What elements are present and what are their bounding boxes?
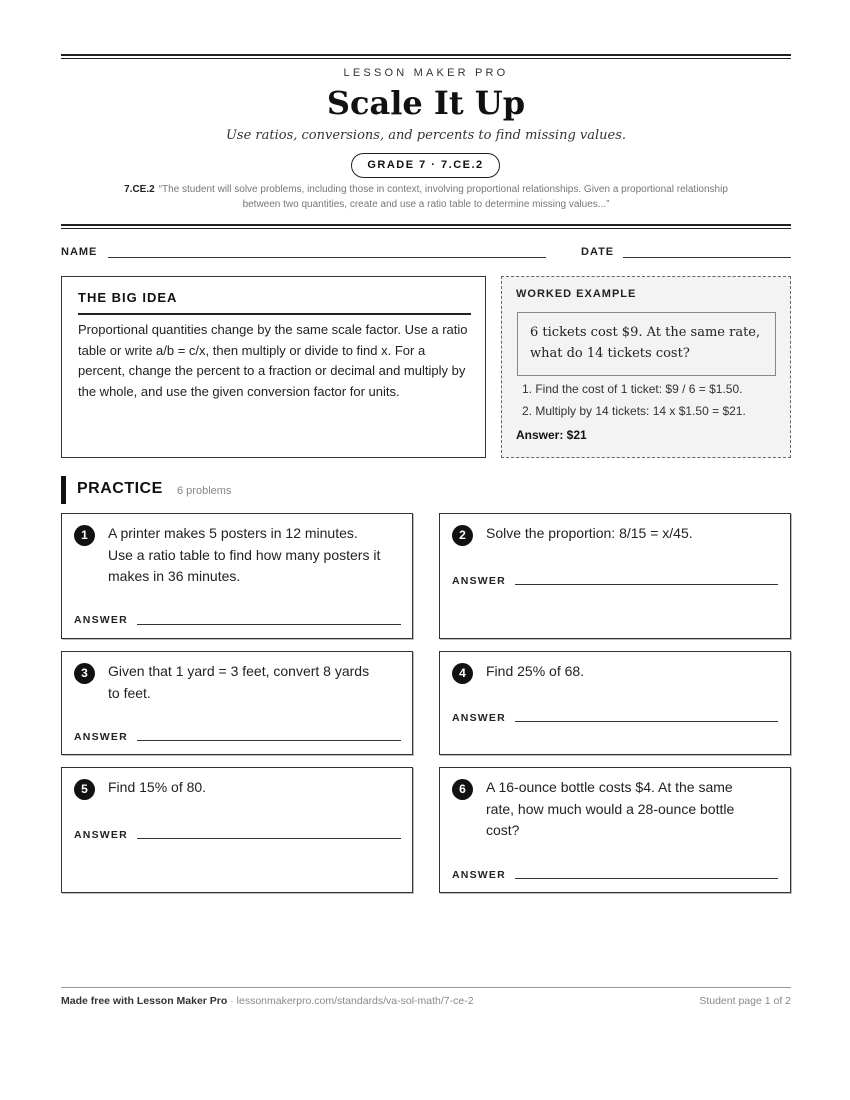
answer-field-6[interactable] [515,878,778,879]
worked-example-problem: 6 tickets cost $9. At the same rate, what do 14 tickets cost? [517,312,776,376]
practice-heading: PRACTICE [77,480,163,497]
problem-3-line-1: Given that 1 yard = 3 feet, convert 8 yards [108,663,370,679]
problem-number-1: 1 [74,525,95,546]
date-field[interactable] [623,257,791,258]
answer-label-1: ANSWER [74,614,128,626]
brand-name: LESSON MAKER PRO [343,67,509,79]
practice-accent-bar [61,476,66,504]
worked-example-heading: WORKED EXAMPLE [516,288,637,300]
problem-card-6 [439,767,791,893]
worked-example-answer: Answer: $21 [516,428,587,442]
answer-field-2[interactable] [515,584,778,585]
problem-4-line-1: Find 25% of 68. [486,663,585,679]
name-field[interactable] [108,257,546,258]
answer-label-3: ANSWER [74,731,128,743]
problem-6-line-2: rate, how much would a 28-ounce bottle [486,800,735,817]
practice-count: 6 problems [177,485,232,497]
standard-text-2: between two quantities, create and use a ratio table to determine missing values...” [242,199,610,210]
problem-number-3: 3 [74,663,95,684]
name-label: NAME [61,246,98,258]
answer-field-4[interactable] [515,721,778,722]
problem-card-5 [61,767,413,893]
standard-quote [61,182,791,212]
problem-text-2 [486,523,693,545]
problem-card-1 [61,513,413,639]
top-double-rule [61,54,791,59]
footer-credit [61,995,474,1007]
big-idea-text: Proportional quantities change by the same scale factor. Use a ratio table or write a/b = c/x, then multiply or divide to find x. For a percent, change the percent to a fraction or decimal and multiply by the whole, and use the given conversion factor for units. [78,322,468,399]
footer-url[interactable]: · lessonmakerpro.com/standards/va-sol-math/7-ce-2 [227,995,474,1007]
big-idea-heading: THE BIG IDEA [78,290,178,305]
problem-1-line-1: A printer makes 5 posters in 12 minutes. [108,525,358,541]
answer-label-5: ANSWER [74,829,128,841]
worked-example-step-1: 1. Find the cost of 1 ticket: $9 / 6 = $1.50. [522,382,743,396]
footer-made-with: Made free with Lesson Maker Pro [61,995,228,1007]
problem-number-4: 4 [452,663,473,684]
problem-text-1 [108,523,380,588]
problem-card-3 [61,651,413,755]
answer-field-3[interactable] [137,740,401,741]
problem-text-4 [486,661,584,683]
date-label: DATE [581,246,615,258]
worked-example-step-2: 2. Multiply by 14 tickets: 14 x $1.50 = $21. [522,404,746,418]
problem-text-3 [108,661,369,704]
standard-quote-line-1 [61,182,791,197]
worked-example-box [501,276,791,458]
problem-text-6 [486,777,734,842]
problem-5-line-1: Find 15% of 80. [108,779,207,795]
answer-label-2: ANSWER [452,575,506,587]
problem-card-4 [439,651,791,755]
header-bottom-rule [61,224,791,229]
answer-label-6: ANSWER [452,869,506,881]
problem-2-line-1: Solve the proportion: 8/15 = x/45. [486,525,693,541]
big-idea-divider [78,313,471,315]
standard-text-1: “The student will solve problems, including those in context, involving proportional relationships. Given a proportional relationship [158,184,728,195]
problem-number-2: 2 [452,525,473,546]
answer-field-5[interactable] [137,838,401,839]
grade-standard-badge: GRADE 7 · 7.CE.2 [351,153,500,178]
answer-label-4: ANSWER [452,712,506,724]
problem-3-line-2: to feet. [108,684,151,701]
problem-number-6: 6 [452,779,473,800]
answer-field-1[interactable] [137,624,401,625]
page-subtitle: Use ratios, conversions, and percents to find missing values. [225,128,627,143]
worksheet-page [61,0,791,1100]
standard-code: 7.CE.2 [124,184,155,195]
problem-card-2 [439,513,791,639]
problem-text-5 [108,777,206,799]
footer-page-number: Student page 1 of 2 [699,995,791,1007]
page-title: Scale It Up [326,84,526,122]
problem-number-5: 5 [74,779,95,800]
problem-1-line-2: Use a ratio table to find how many posters it [108,546,381,563]
problem-6-line-3: cost? [486,822,520,838]
footer-rule [61,987,791,988]
problem-1-line-3: makes in 36 minutes. [108,568,241,584]
problem-6-line-1: A 16-ounce bottle costs $4. At the same [486,779,733,795]
big-idea-box [61,276,486,458]
